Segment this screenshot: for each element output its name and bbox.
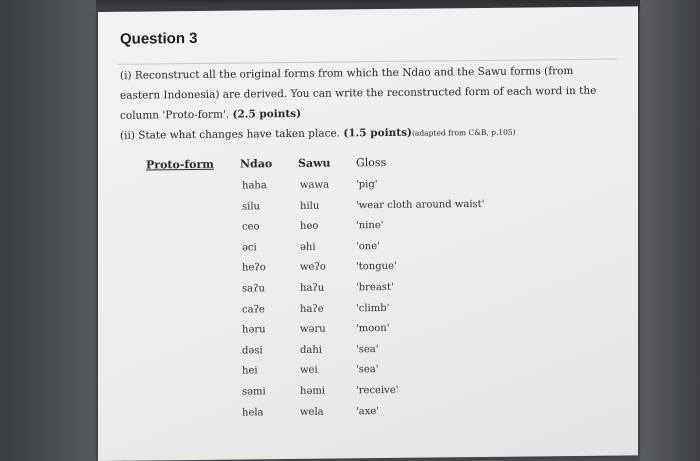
sawu-cell: wəru [300,323,326,336]
gloss-cell: 'one' [356,240,380,253]
question-title: Question 3 [120,29,198,48]
gloss-cell: 'breast' [356,281,394,294]
ndao-cell: səmi [242,386,266,398]
part-2-source: (adapted from C&B, p.105) [411,127,516,138]
header-sawu: Sawu [298,156,331,170]
sawu-column [300,176,329,423]
sawu-cell: weʔo [300,261,326,274]
gloss-cell: 'sea' [356,364,379,376]
ndao-cell: həru [242,324,266,336]
monitor-bezel-left [0,0,96,461]
part-2-text: (ii) State what changes have taken place. [120,127,341,142]
ndao-cell: silu [242,200,260,213]
gloss-cell: 'tongue' [356,261,397,273]
question-part-2 [120,121,600,147]
ndao-cell: saʔu [242,283,265,295]
sawu-cell: wei [300,365,318,377]
monitor-bezel-right [640,0,700,461]
ndao-cell: əci [242,242,257,254]
gloss-cell: 'receive' [356,384,399,397]
header-ndao: Ndao [240,157,273,171]
sawu-cell: wawa [300,179,330,191]
part-1-points: (2.5 points) [232,107,302,121]
ndao-cell: haha [242,180,267,192]
part-2-points: (1.5 points) [343,126,412,140]
gloss-cell: 'sea' [356,343,379,356]
gloss-column [356,174,484,422]
part-1-text: (i) Reconstruct all the original forms from which the Ndao and the Sawu forms (from eastern Indonesia) are derived. You can write the reconstructed form of each word in the column 'Proto-form'. [120,65,597,122]
document-page [98,6,638,461]
sawu-cell: həmi [300,385,326,397]
gloss-cell: 'wear cloth around waist' [356,198,485,211]
ndao-cell: ceo [242,221,260,233]
ndao-cell: caʔe [242,303,265,316]
gloss-cell: 'nine' [356,220,384,232]
gloss-cell: 'climb' [356,302,390,314]
header-gloss: Gloss [356,155,387,170]
gloss-cell: 'axe' [356,405,380,417]
sawu-cell: haʔe [300,303,324,315]
ndao-cell: heʔo [242,262,266,274]
ndao-cell: dəsi [242,345,263,357]
sawu-cell: dahi [300,344,323,356]
sawu-cell: heo [300,220,319,233]
sawu-cell: hilu [300,200,320,212]
sawu-cell: əhi [300,241,316,253]
question-part-1 [120,61,600,126]
ndao-cell: hei [242,365,258,377]
gloss-cell: 'moon' [356,323,390,335]
sawu-cell: haʔu [300,282,325,294]
ndao-column [242,176,267,423]
ndao-cell: hela [242,406,264,419]
gloss-cell: 'pig' [356,179,378,191]
sawu-cell: wela [300,406,324,418]
header-proto-form: Proto-form [146,157,214,172]
